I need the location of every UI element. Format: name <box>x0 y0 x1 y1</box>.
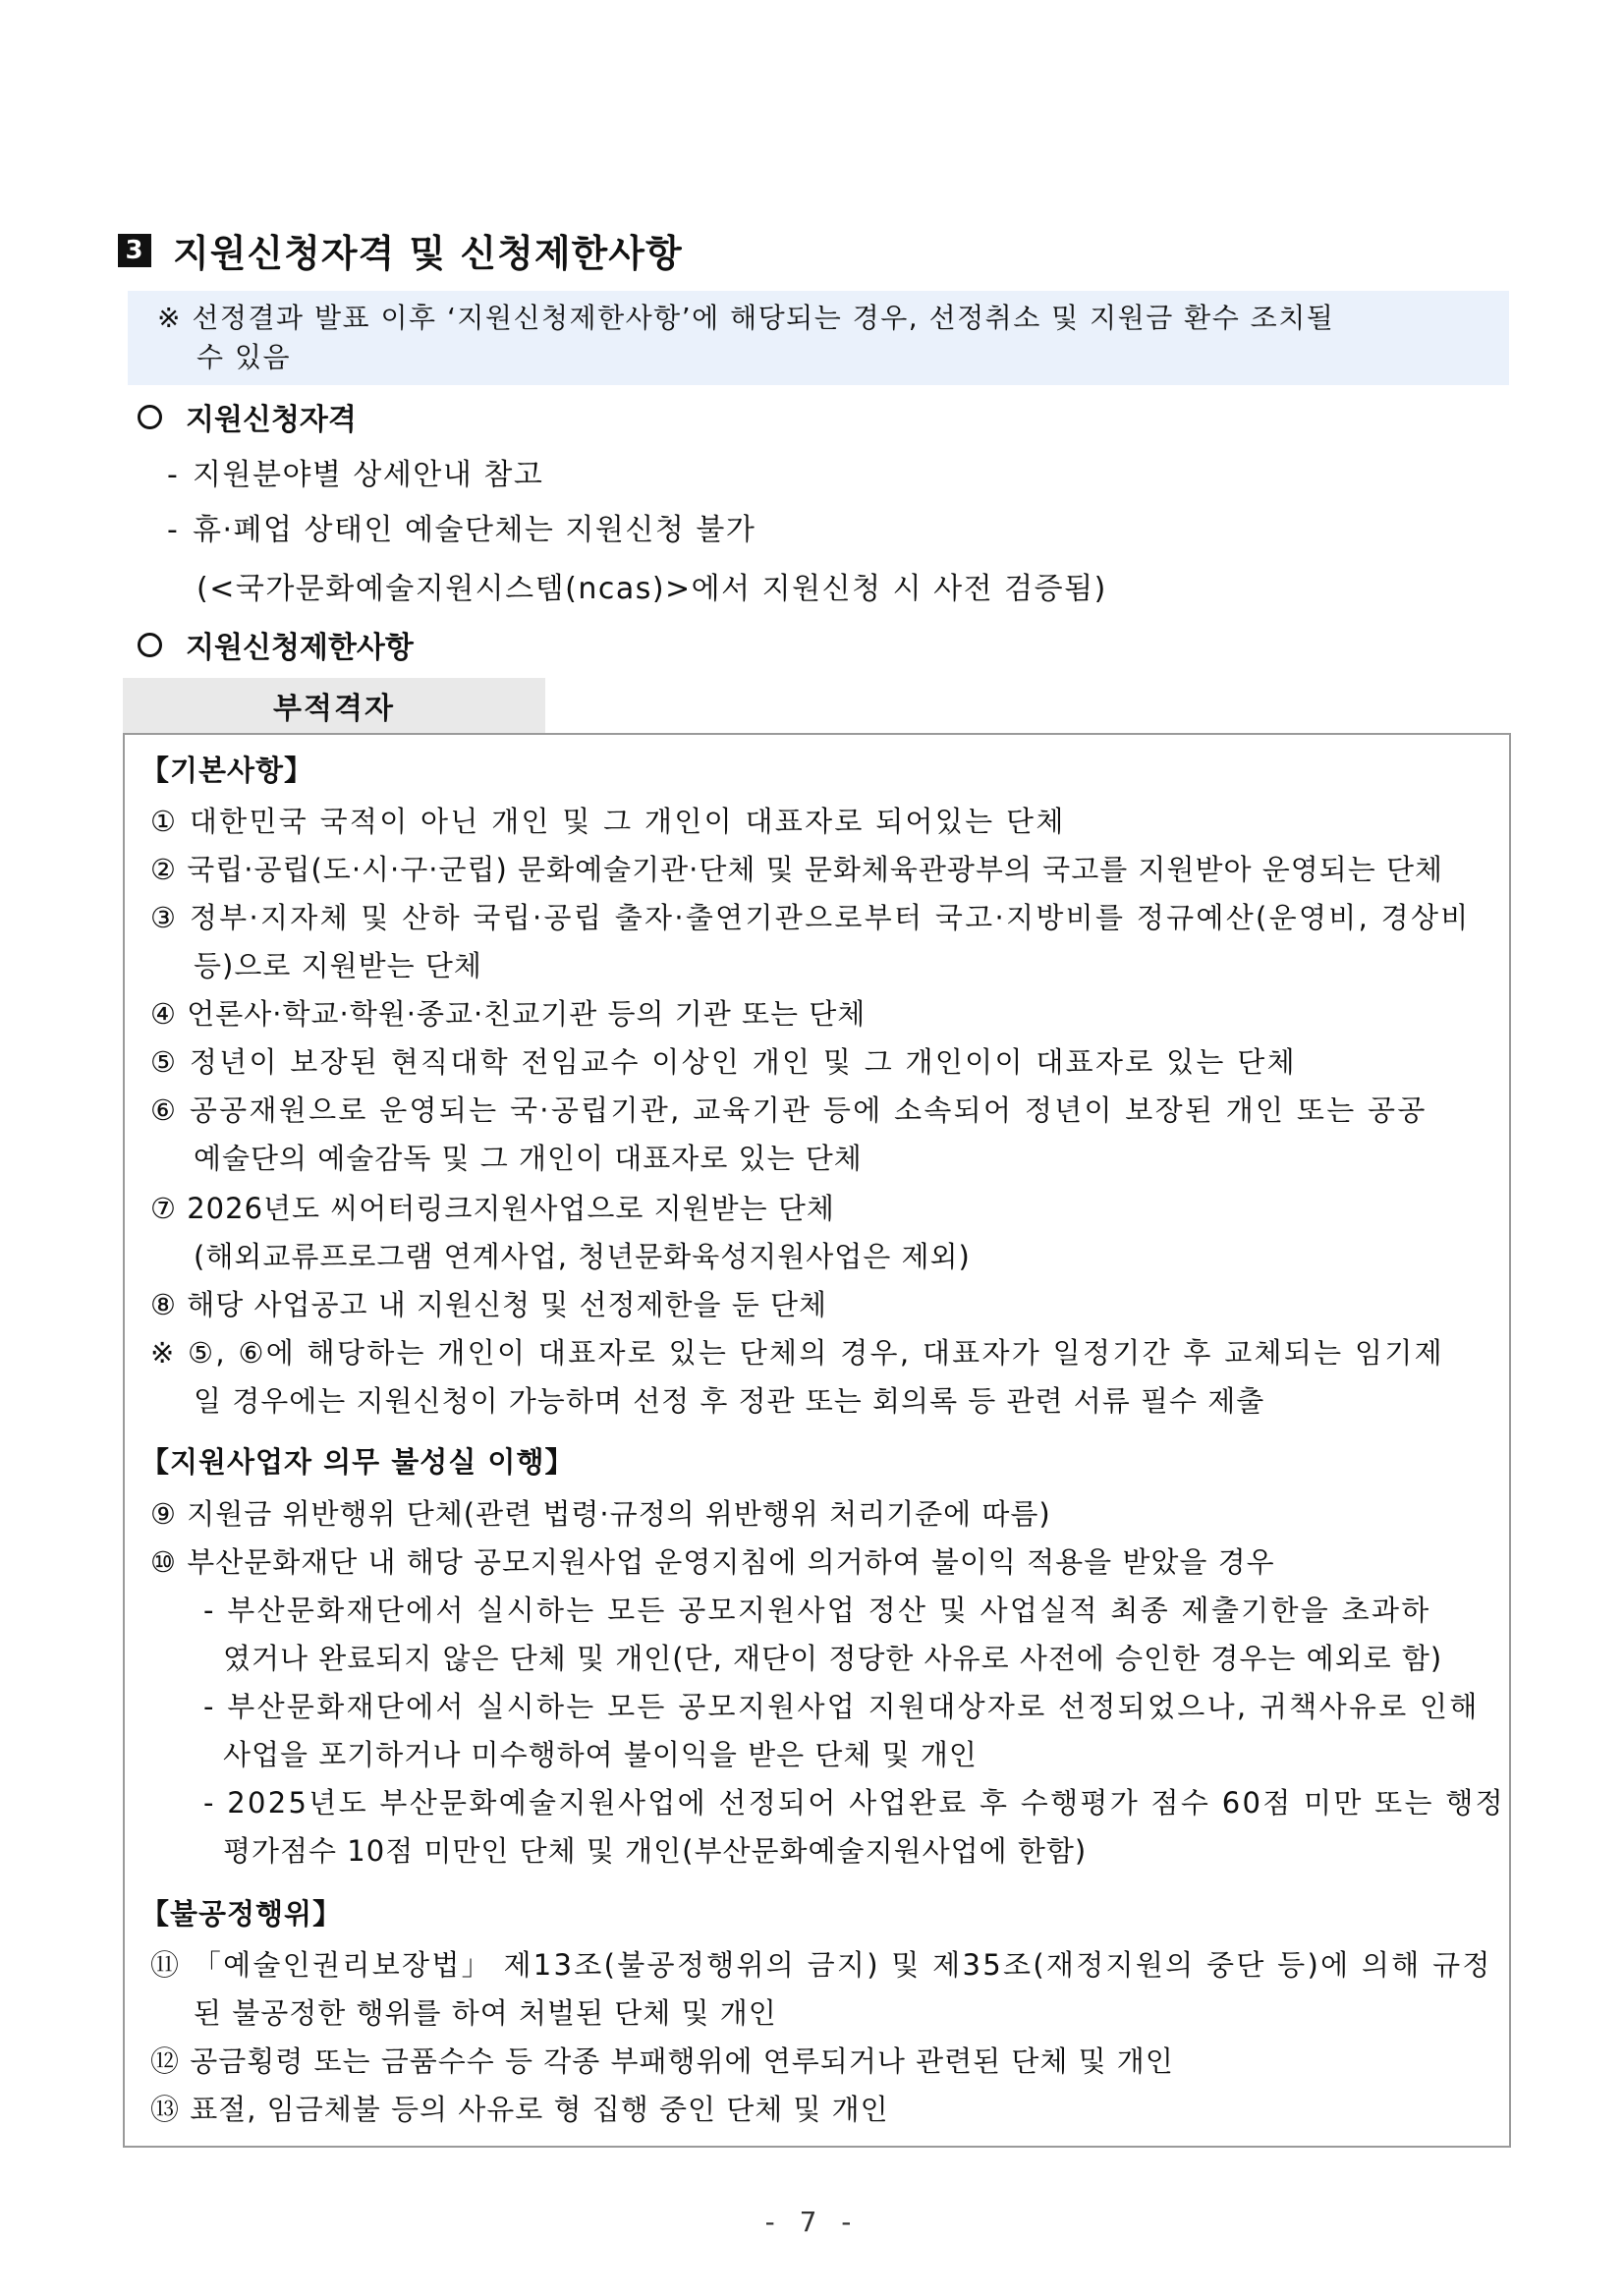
restriction-line: ④ 언론사·학교·학원·종교·친교기관 등의 기관 또는 단체 <box>150 997 867 1031</box>
eligibility-heading-text: 지원신청자격 <box>186 403 357 437</box>
eligibility-item-text: 휴·폐업 상태인 예술단체는 지원신청 불가 <box>193 513 756 547</box>
eligibility-item-2 <box>167 505 756 548</box>
page-number: - 7 - <box>764 2206 860 2238</box>
section-title <box>118 222 683 277</box>
eligibility-item-1 <box>167 450 543 493</box>
restriction-line: ⑬ 표절, 임금체불 등의 사유로 형 집행 중인 단체 및 개인 <box>150 2093 889 2126</box>
restriction-line: 평가점수 10점 미만인 단체 및 개인(부산문화예술지원사업에 한함) <box>223 1834 1088 1868</box>
restrictions-box <box>123 733 1511 2148</box>
restrictions-heading-text: 지원신청제한사항 <box>186 631 414 665</box>
section-title-text: 지원신청자격 및 신청제한사항 <box>173 231 683 275</box>
dash-bullet-icon: - <box>167 513 180 547</box>
circle-bullet-icon <box>138 633 162 657</box>
restriction-line: (해외교류프로그램 연계사업, 청년문화육성지원사업은 제외) <box>194 1240 971 1273</box>
restriction-line: ⑪ 「예술인권리보장법」 제13조(불공정행위의 금지) 및 제35조(재정지원의 중단 등)에 의해 규정 <box>150 1948 1492 1982</box>
restrictions-heading <box>138 623 414 666</box>
restriction-line: ⑫ 공금횡령 또는 금품수수 등 각종 부패행위에 연루되거나 관련된 단체 및 개인 <box>150 2044 1174 2078</box>
restriction-line: 사업을 포기하거나 미수행하여 불이익을 받은 단체 및 개인 <box>223 1738 978 1771</box>
dash-bullet-icon: - <box>167 458 180 492</box>
section-number-badge: 3 <box>118 234 151 267</box>
restriction-line: ⑤ 정년이 보장된 현직대학 전임교수 이상인 개인 및 그 개인이이 대표자로 있는 단체 <box>150 1045 1297 1079</box>
restriction-line: - 부산문화재단에서 실시하는 모든 공모지원사업 정산 및 사업실적 최종 제출기한을 초과하 <box>203 1594 1431 1627</box>
ineligible-tab-label: 부적격자 <box>123 678 545 733</box>
notice-line-2: 수 있음 <box>196 341 292 373</box>
restriction-line: ③ 정부·지자체 및 산하 국립·공립 출자·출연기관으로부터 국고·지방비를 정규예산(운영비, 경상비 <box>150 901 1471 934</box>
restriction-line: 일 경우에는 지원신청이 가능하며 선정 후 정관 또는 회의록 등 관련 서류 필수 제출 <box>194 1384 1265 1418</box>
restriction-line: 였거나 완료되지 않은 단체 및 개인(단, 재단이 정당한 사유로 사전에 승인한 경우는 예외로 함) <box>223 1642 1443 1675</box>
eligibility-note: (<국가문화예술지원시스템(ncas)>에서 지원신청 시 사전 검증됨) <box>196 572 1107 606</box>
restriction-line: 등)으로 지원받는 단체 <box>194 949 482 982</box>
restriction-group-header: 【기본사항】 <box>140 754 314 787</box>
restriction-line: 예술단의 예술감독 및 그 개인이 대표자로 있는 단체 <box>194 1142 863 1175</box>
restriction-line: ⑧ 해당 사업공고 내 지원신청 및 선정제한을 둔 단체 <box>150 1288 828 1321</box>
restrictions-list <box>125 735 1509 2146</box>
restriction-line: ① 대한민국 국적이 아닌 개인 및 그 개인이 대표자로 되어있는 단체 <box>150 805 1066 838</box>
restriction-line: - 부산문화재단에서 실시하는 모든 공모지원사업 지원대상자로 선정되었으나, 귀책사유로 인해 <box>203 1690 1480 1723</box>
restriction-group-header: 【불공정행위】 <box>140 1897 343 1931</box>
restriction-line: 된 불공정한 행위를 하여 처벌된 단체 및 개인 <box>194 1996 777 2030</box>
restriction-line: ② 국립·공립(도·시·구·군립) 문화예술기관·단체 및 문화체육관광부의 국고를 지원받아 운영되는 단체 <box>150 853 1444 886</box>
restriction-line: ⑦ 2026년도 씨어터링크지원사업으로 지원받는 단체 <box>150 1192 835 1225</box>
restriction-line: - 2025년도 부산문화예술지원사업에 선정되어 사업완료 후 수행평가 점수 60점 미만 또는 행정 <box>203 1786 1505 1820</box>
eligibility-heading <box>138 395 357 438</box>
notice-box <box>128 291 1509 385</box>
eligibility-item-text: 지원분야별 상세안내 참고 <box>193 458 544 492</box>
restriction-line: ※ ⑤, ⑥에 해당하는 개인이 대표자로 있는 단체의 경우, 대표자가 일정기간 후 교체되는 임기제 <box>150 1336 1444 1370</box>
restriction-group-header: 【지원사업자 의무 불성실 이행】 <box>140 1445 575 1479</box>
notice-line-1: ※ 선정결과 발표 이후 ‘지원신청제한사항’에 해당되는 경우, 선정취소 및 지원금 환수 조치될 <box>157 302 1335 334</box>
restriction-line: ⑨ 지원금 위반행위 단체(관련 법령·규정의 위반행위 처리기준에 따름) <box>150 1497 1051 1531</box>
restriction-line: ⑩ 부산문화재단 내 해당 공모지원사업 운영지침에 의거하여 불이익 적용을 받았을 경우 <box>150 1545 1275 1579</box>
restriction-line: ⑥ 공공재원으로 운영되는 국·공립기관, 교육기관 등에 소속되어 정년이 보장된 개인 또는 공공 <box>150 1093 1428 1127</box>
circle-bullet-icon <box>138 405 162 429</box>
